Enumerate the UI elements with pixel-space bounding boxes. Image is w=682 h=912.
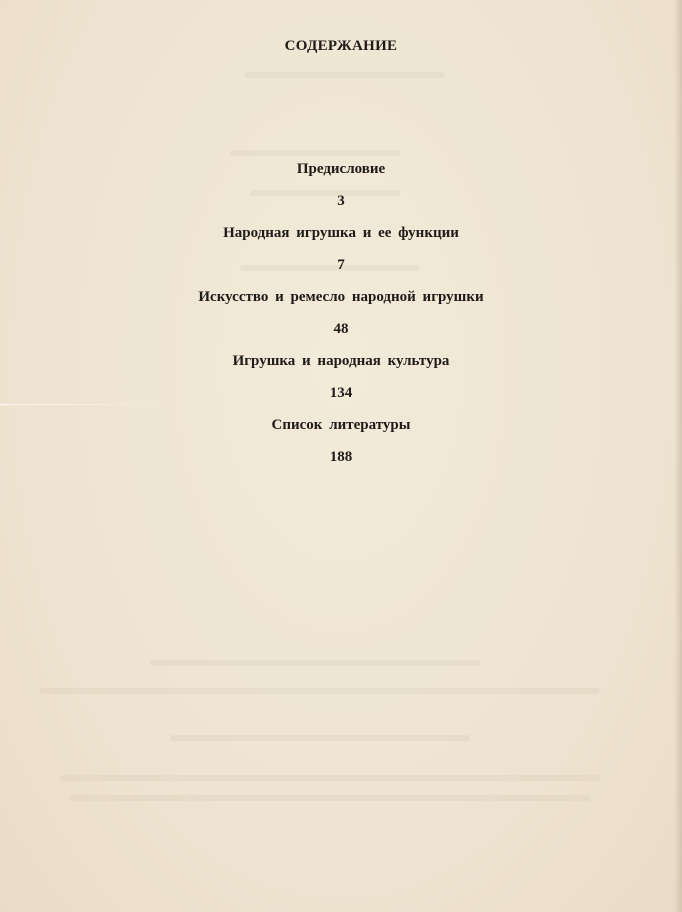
table-of-contents [0,158,682,478]
toc-entry-title: Народная игрушка и ее функции [223,225,459,241]
toc-entry-title: Предисловие [296,161,386,177]
toc-entry-title: Игрушка и народная культура [232,353,450,369]
toc-entry-page-number: 7 [337,257,345,273]
toc-entry-page-number: 3 [337,193,345,209]
toc-entry [0,286,682,350]
page-title: СОДЕРЖАНИЕ [284,38,398,54]
toc-entry-page-number: 48 [333,321,349,337]
toc-entry [0,350,682,414]
toc-entry-title: Список литературы [271,417,411,433]
toc-entry-title: Искусство и ремесло народной игрушки [198,289,484,305]
toc-entry [0,158,682,222]
toc-entry-page-number: 188 [329,449,353,465]
toc-entry [0,222,682,286]
toc-entry-page-number: 134 [329,385,353,401]
toc-entry [0,414,682,478]
